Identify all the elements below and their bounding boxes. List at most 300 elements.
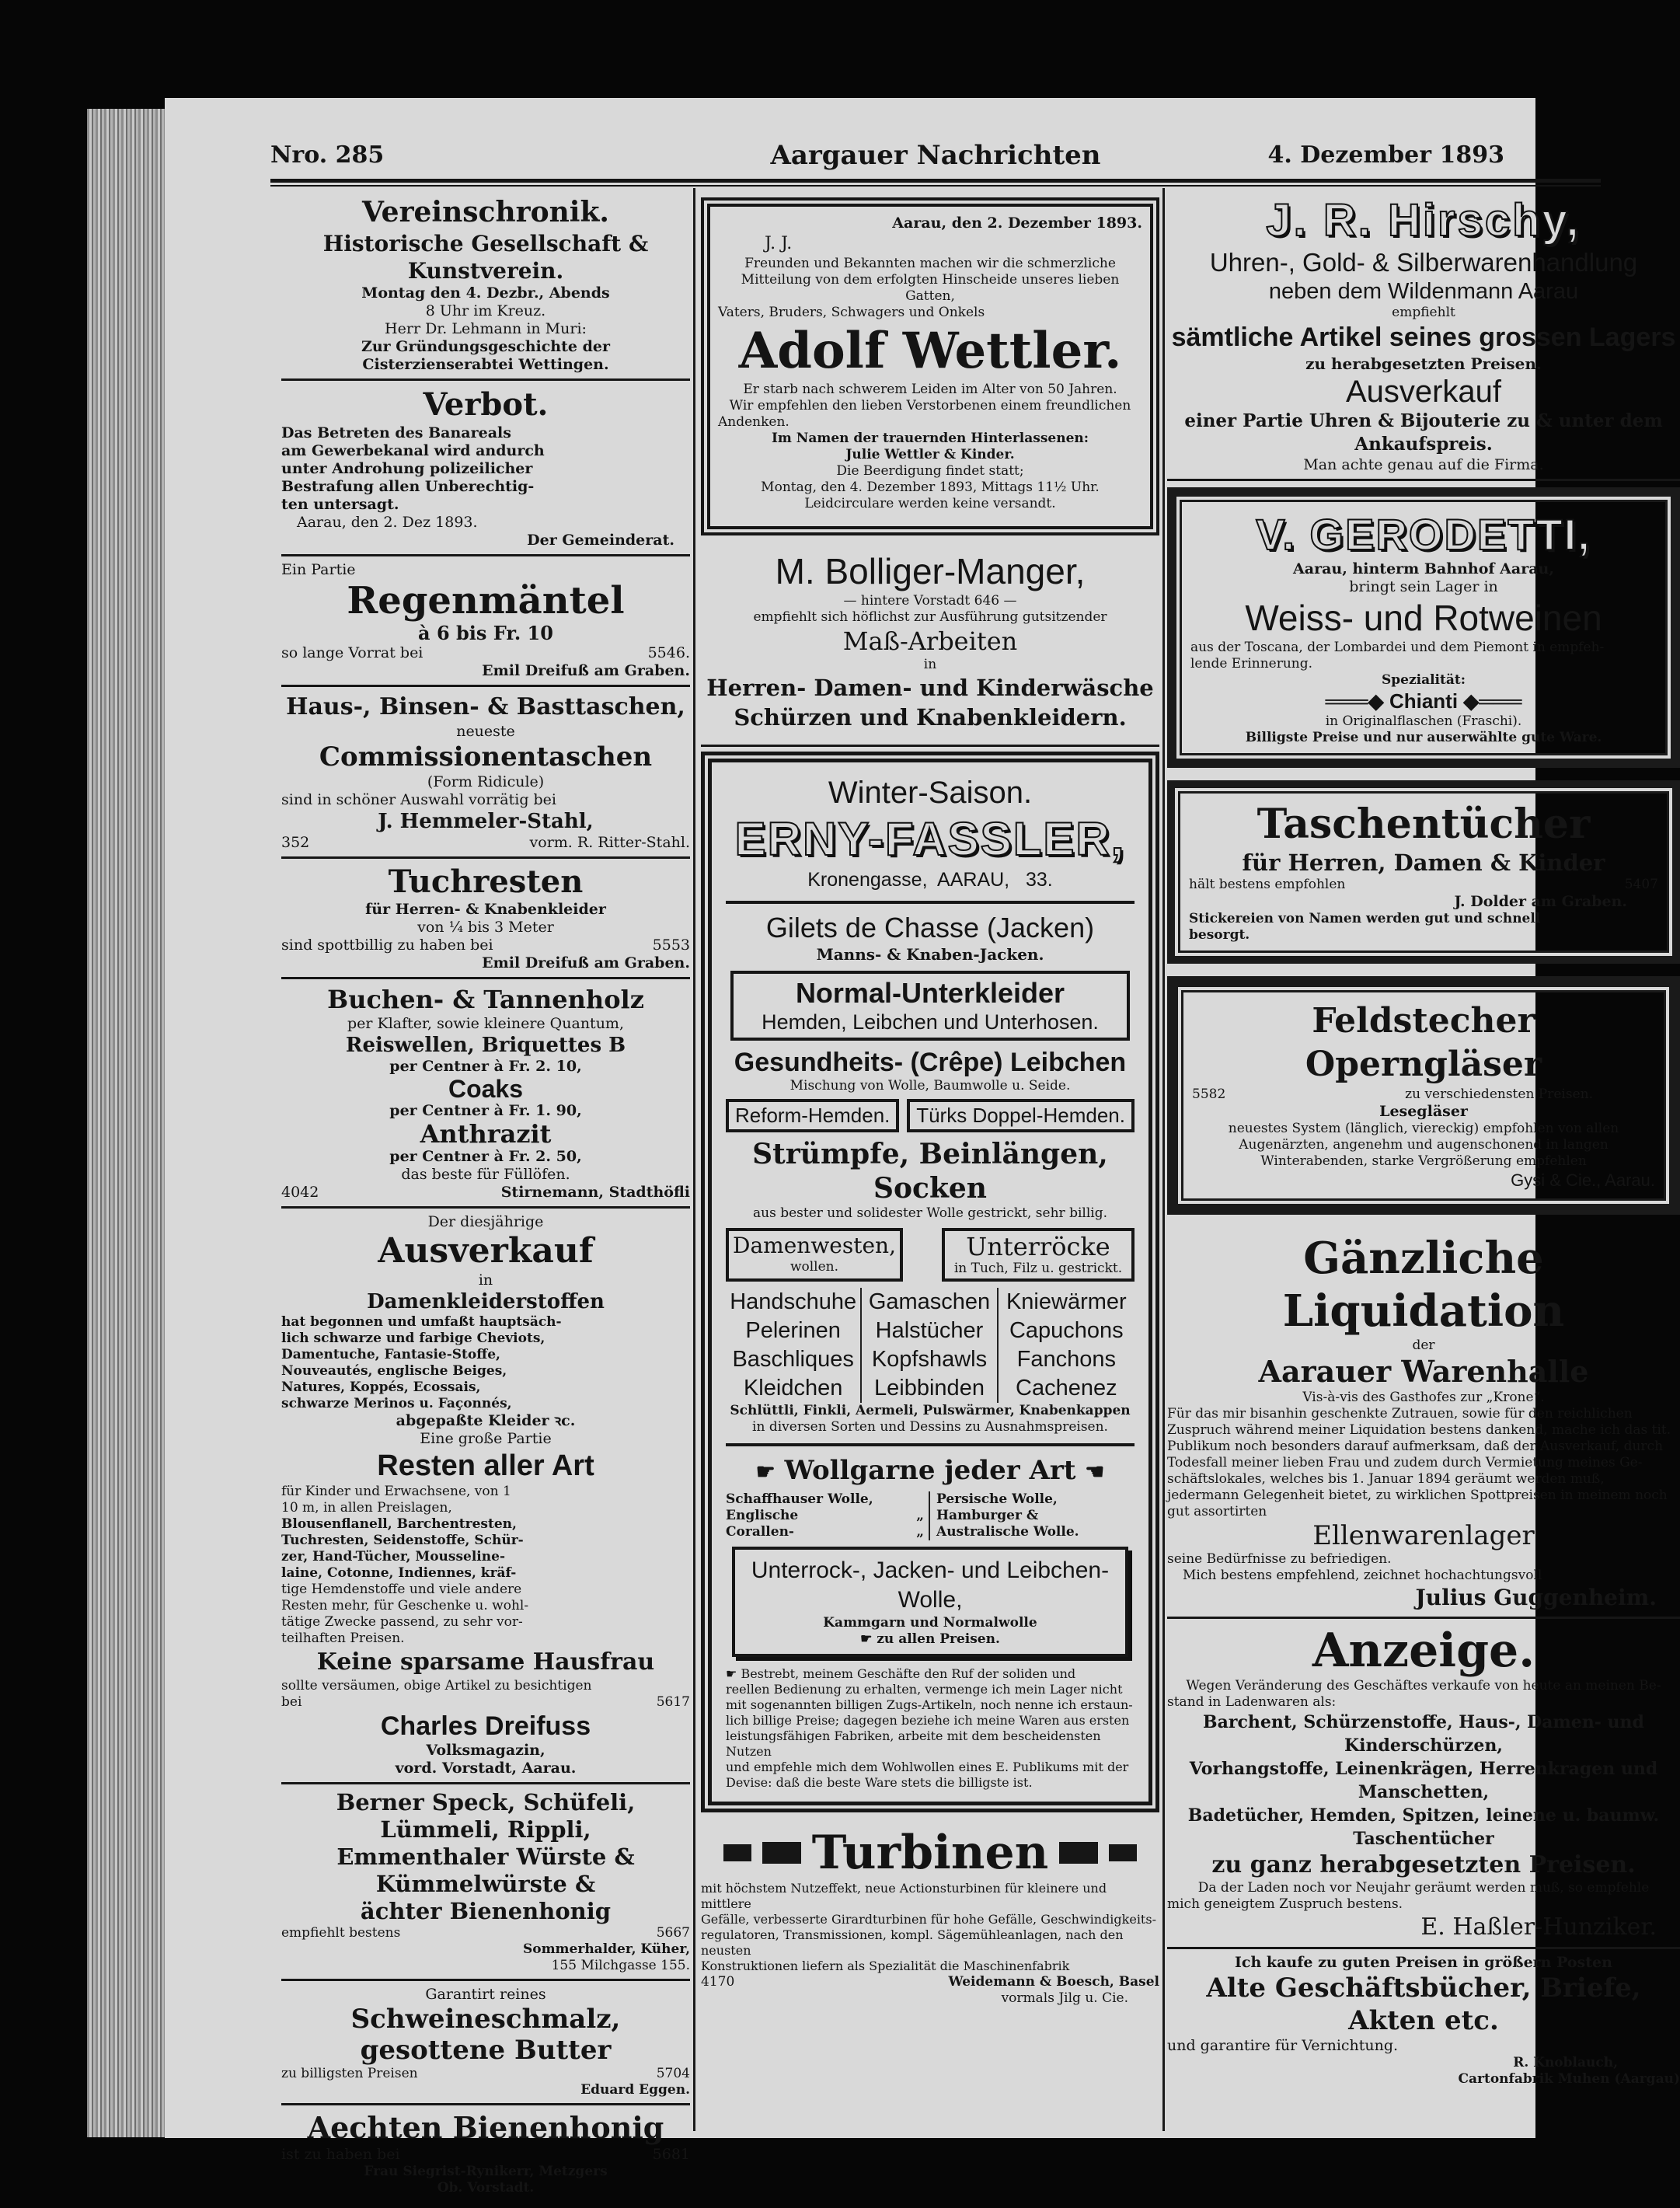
unterroecke-title: Unterröcke: [966, 1232, 1110, 1261]
regen-price: à 6 bis Fr. 10: [418, 622, 553, 644]
death-line: Wir empfehlen den lieben Verstorbenen einem freundlichen: [729, 398, 1131, 413]
tuerks-box: Türks Doppel-Hemden.: [907, 1099, 1135, 1132]
butter-seller: Eduard Eggen.: [580, 2082, 690, 2098]
column-right: [1167, 194, 1680, 2088]
resten-line: zer, Hand-Tücher, Mousseline-: [281, 1549, 505, 1564]
ditto-mark: „: [916, 1524, 924, 1540]
hirschy-line: zu herabgesetzten Preisen.: [1305, 354, 1542, 373]
turbinen-firm2: vormals Jilg u. Cie.: [1001, 1990, 1128, 2006]
hirschy-line: einer Partie Uhren & Bijouterie zu & unter dem Ankaufspreis.: [1184, 410, 1663, 455]
verein-sub: Historische Gesellschaft &: [322, 231, 649, 256]
kauf-title: Alte Geschäftsbücher, Briefe, Akten etc.: [1206, 1973, 1641, 2036]
damenwesten-title: Damenwesten,: [733, 1233, 896, 1258]
tuch-line: von ¼ bis 3 Meter: [417, 919, 554, 936]
rule: [281, 554, 690, 556]
feld-line: Lesegläser: [1379, 1103, 1468, 1120]
verbot-line: Das Betreten des Banareals: [281, 424, 511, 441]
liq-line: Zuspruch während meiner Liquidation bestens dankend, mache ich das tit.: [1167, 1422, 1671, 1438]
garant-line: Garantirt reines: [425, 1986, 546, 2003]
ad-taschen: [281, 692, 690, 852]
ad-number: 5582: [1192, 1087, 1226, 1102]
hirschy-title: J. R. Hirschy,: [1266, 195, 1581, 246]
ad-gerodetti: [1167, 487, 1680, 768]
liq-line: jedermann Gelegenheit bietet, zu wirklichen Spottpreisen in meinem noch: [1167, 1488, 1668, 1503]
grid-item: Kleidchen: [743, 1376, 843, 1400]
death-line: Mitteilung von dem erfolgten Hinscheide unseres lieben Gatten,: [741, 272, 1120, 304]
turbinen-line: mit höchstem Nutzeffekt, neue Actionsturbinen für kleinere und mittlere: [701, 1881, 1107, 1911]
bolliger-line: in: [923, 657, 937, 672]
verein-sub2: Kunstverein.: [407, 258, 564, 284]
grid-item: Baschliques: [732, 1347, 854, 1372]
verein-line: Zur Gründungsgeschichte der: [361, 338, 610, 355]
gero-wines: Weiss- und Rotweinen: [1245, 598, 1602, 638]
ad-anzeige: [1167, 1624, 1680, 1942]
liq-line: Publikum noch besonders darauf aufmerksam, daß der Ausverkauf, durch: [1167, 1439, 1664, 1454]
verbot-signature: Der Gemeinderat.: [527, 532, 674, 549]
grid-item: Fanchons: [1016, 1347, 1116, 1372]
pointing-hand-left-icon: ☚: [1085, 1459, 1105, 1484]
tasch-line: für Herren, Damen & Kinder: [1242, 849, 1605, 876]
ad-number: 5704: [656, 2066, 690, 2081]
hirschy-line: empfiehlt: [1392, 305, 1455, 320]
erny-address: Kronengasse,: [807, 869, 928, 891]
anz-line: Badetücher, Hemden, Spitzen, leinene u. baumw. Taschentücher: [1187, 1805, 1660, 1849]
tasch-line: besorgt.: [1189, 927, 1250, 943]
bolliger-line: — hintere Vorstadt 646 —: [843, 593, 1017, 609]
aus-line: Eine große Partie: [420, 1430, 552, 1447]
erny-city: AARAU,: [937, 869, 1010, 891]
newspaper-title: Aargauer Nachrichten: [770, 140, 1101, 171]
wool-item: Hamburger &: [936, 1508, 1039, 1523]
death-initials: J. J.: [765, 234, 793, 253]
grid-item: Cachenez: [1016, 1376, 1117, 1400]
buch-title: Buchen- & Tannenholz: [327, 985, 644, 1014]
damenwesten-sub: wollen.: [789, 1259, 839, 1275]
erny-housenr: 33.: [1025, 869, 1053, 891]
box-normal: [730, 971, 1130, 1041]
anz-line: stand in Ladenwaren als:: [1167, 1694, 1337, 1710]
winter-title: Winter-Saison.: [828, 776, 1033, 810]
honig-address: Ob. Vorstadt.: [437, 2180, 535, 2196]
kauf-firm: R. Knoblauch,: [1513, 2055, 1618, 2070]
struempfe-title: Strümpfe, Beinlängen, Socken: [752, 1138, 1108, 1205]
haus-sub: neueste: [456, 723, 515, 740]
hirschy-line: neben dem Wildenmann Aarau: [1268, 279, 1579, 304]
death-name: Adolf Wettler.: [738, 322, 1122, 380]
ad-schweineschmalz: [281, 1986, 690, 2098]
buch-line: per Klafter, sowie kleinere Quantum,: [347, 1015, 624, 1032]
berner-line: Emmenthaler Würste &: [336, 1843, 635, 1870]
wool-item: Schaffhauser Wolle,: [726, 1491, 873, 1507]
ornament-bar-icon: [1109, 1844, 1137, 1861]
tuch-line: sind spottbillig zu haben bei: [281, 937, 493, 954]
feld-line: neuestes System (länglich, viereckig) empfohlen von allen: [1228, 1121, 1619, 1136]
charles-line: Volksmagazin,: [426, 1742, 545, 1759]
spar-line: sollte versäumen, obige Artikel zu besichtigen: [281, 1678, 592, 1693]
verein-line: Montag den 4. Dezbr., Abends: [361, 284, 610, 302]
wool-item: Corallen-: [726, 1524, 794, 1540]
turbinen-line: regulatoren, Transmissionen, kompl. Sägemühleanlagen, nach den neusten: [701, 1927, 1124, 1958]
anz-line: Da der Laden noch vor Neujahr geräumt werden muß, so empfehle: [1197, 1880, 1650, 1896]
butter-line: zu billigsten Preisen: [281, 2066, 418, 2081]
verbot-line: Aarau, den 2. Dez 1893.: [297, 514, 478, 531]
wolle-box: [732, 1547, 1128, 1657]
death-line: Die Beerdigung findet statt;: [836, 463, 1024, 479]
liq-line: Todesfall meiner lieben Frau und zudem durch Vermietung meines Ge-: [1167, 1455, 1643, 1470]
ad-knoblauch: [1167, 1954, 1680, 2088]
ad-number: 5546.: [647, 644, 690, 661]
death-line: Andenken.: [718, 414, 789, 430]
ornament-icon: ═══◆: [1325, 689, 1389, 713]
unterrock-sub: Kammgarn und Normalwolle: [823, 1615, 1037, 1631]
verbot-line: am Gewerbekanal wird andurch: [281, 442, 545, 459]
reform-box: Reform-Hemden.: [726, 1099, 899, 1132]
komm-seller: J. Hemmeler-Stahl,: [378, 810, 594, 833]
death-line: Leidcirculare werden keine versandt.: [804, 496, 1056, 511]
hirschy-line: Uhren-, Gold- & Silberwarenhandlung: [1209, 248, 1638, 277]
wool-item: Australische Wolle.: [936, 1524, 1079, 1540]
rule: [281, 1979, 690, 1981]
ad-ausverkauf: [281, 1213, 690, 1777]
anthrazit-title: Anthrazit: [420, 1119, 552, 1149]
grid-item: Halstücher: [875, 1318, 984, 1343]
gero-line: bringt sein Lager in: [1349, 578, 1498, 595]
liq-line: Mich bestens empfehlend, zeichnet hochachtungsvoll: [1183, 1568, 1542, 1583]
ad-number: 4170: [701, 1974, 735, 1990]
newspaper-page: [165, 98, 1680, 2196]
komm-line: vorm. R. Ritter-Stahl.: [529, 834, 690, 851]
rule: [281, 977, 690, 979]
bolliger-line: Herren- Damen- und Kinderwäsche: [706, 675, 1154, 701]
ditto-mark: „: [916, 1508, 924, 1523]
grid-item: Leibbinden: [874, 1376, 985, 1400]
unterrock-price: zu allen Preisen.: [877, 1631, 1000, 1647]
normal-sub: Hemden, Leibchen und Unterhosen.: [762, 1010, 1099, 1034]
butter-title: gesottene Butter: [360, 2035, 612, 2066]
anz-line: mich geneigtem Zuspruch bestens.: [1167, 1896, 1403, 1912]
berner-line: Kümmelwürste &: [375, 1871, 596, 1897]
ad-berner-speck: [281, 1789, 690, 1974]
verbot-title: Verbot.: [423, 386, 549, 423]
bestreb-line: und empfehle mich dem Wohlwollen eines E. Publikums mit der: [726, 1760, 1129, 1774]
gero-line: Spezialität:: [1381, 672, 1466, 688]
anz-signature: E. Haßler-Hunziker.: [1420, 1913, 1657, 1941]
grid-item: Capuchons: [1009, 1318, 1124, 1343]
liq-line: seine Bedürfnisse zu befriedigen.: [1167, 1551, 1392, 1567]
ornament-icon: ◆═══: [1458, 689, 1522, 713]
regen-pre: Ein Partie: [281, 561, 356, 578]
komm-sub: (Form Ridicule): [427, 773, 545, 790]
rule: [281, 1782, 690, 1784]
berner-address: 155 Milchgasse 155.: [551, 1958, 690, 1973]
column-divider-1: [693, 188, 695, 2131]
turbinen-title: Turbinen: [811, 1826, 1049, 1880]
aus-line: schwarze Merinos u. Façonnés,: [281, 1396, 512, 1411]
turbinen-line: Konstruktionen liefern als Spezialität die Maschinenfabrik: [701, 1959, 1070, 1973]
aus-sub: Damenkleiderstoffen: [367, 1290, 605, 1313]
grid-item: Kopfshawls: [871, 1347, 988, 1372]
header-rule: [270, 179, 1601, 183]
resten-line: 10 m, in allen Preislagen,: [281, 1500, 452, 1516]
ad-number: 5617: [656, 1694, 690, 1710]
ad-verbot: [281, 385, 690, 549]
unterrock-title: Unterrock-, Jacken- und Leibchen-Wolle,: [751, 1557, 1110, 1613]
death-line: Vaters, Bruders, Schwagers und Onkels: [718, 305, 985, 320]
spar-line: bei: [281, 1694, 302, 1710]
ad-tuchresten: [281, 863, 690, 972]
spar-title: Keine sparsame Hausfrau: [316, 1648, 655, 1676]
anz-line: Wegen Veränderung des Geschäftes verkaufe von heute an meinen Be-: [1186, 1678, 1661, 1693]
ad-liquidation: [1167, 1232, 1680, 1612]
buch-seller: Stirnemann, Stadthöfli: [500, 1184, 690, 1201]
gero-title: V. GERODETTI,: [1256, 510, 1591, 559]
tuch-line: für Herren- & Knabenkleider: [365, 901, 606, 918]
berner-seller: Sommerhalder, Küher,: [522, 1941, 690, 1957]
feld-title: Feldstecher Operngläser: [1305, 1001, 1542, 1084]
feld-line: Augenärzten, angenehm und augenschonend in langen: [1239, 1137, 1609, 1153]
ad-feldstecher: [1167, 976, 1680, 1215]
buch-line: per Centner à Fr. 2. 50,: [389, 1148, 582, 1165]
ad-number: 5681: [652, 2146, 690, 2163]
column-divider-2: [1162, 188, 1165, 2131]
bestreb-line: mit sogenannten billigen Zugs-Artikeln, noch nenne ich erstaun-: [726, 1697, 1133, 1712]
berner-line: ächter Bienenhonig: [360, 1898, 612, 1924]
anz-line: Barchent, Schürzenstoffe, Haus-, Damen- und Kinderschürzen,: [1203, 1712, 1644, 1756]
unterroecke-box: [942, 1228, 1135, 1282]
buch-line: das beste für Füllöfen.: [401, 1166, 570, 1183]
tasch-seller: J. Dolder am Graben.: [1454, 893, 1627, 910]
liq-line: Vis-à-vis des Gasthofes zur „Krone“.: [1302, 1390, 1545, 1405]
grid-item: Handschuhe: [730, 1289, 857, 1314]
liq-title: Gänzliche Liquidation: [1282, 1233, 1565, 1337]
kauf-address: Cartonfabrik Muhen (Aargau): [1458, 2071, 1680, 2087]
column-middle: [701, 194, 1159, 2007]
pointing-hand-icon: ☛: [860, 1631, 877, 1647]
liq-ellenwaren: Ellenwarenlager: [1312, 1520, 1535, 1551]
rule: [701, 745, 1159, 747]
tasch-line: Stickereien von Namen werden gut und schnell: [1189, 911, 1541, 926]
anz-title: Anzeige.: [1312, 1624, 1535, 1678]
resten-line: teilhaften Preisen.: [281, 1631, 405, 1646]
liq-line: schäftslokales, welches bis 1. Januar 1894 geräumt werden muß,: [1167, 1471, 1605, 1487]
verein-line: 8 Uhr im Kreuz.: [425, 302, 546, 319]
rule: [281, 856, 690, 859]
tuch-seller: Emil Dreifuß am Graben.: [482, 954, 690, 971]
gero-line: in Originalflaschen (Fraschi).: [1325, 713, 1522, 729]
komm-line: sind in schöner Auswahl vorrätig bei: [281, 791, 557, 808]
resten-line: tige Hemdenstoffe und viele andere: [281, 1582, 522, 1597]
ad-taschentuecher: [1167, 780, 1680, 964]
kauf-line: Ich kaufe zu guten Preisen in größern Posten: [1235, 1954, 1612, 1971]
verein-title: Vereinschronik.: [362, 196, 609, 228]
aus-line: Natures, Koppés, Ecossais,: [281, 1380, 481, 1395]
honig-seller: Frau Siegrist-Rynikerr, Metzgers: [364, 2164, 608, 2179]
honig-title: Aechten Bienenhonig: [307, 2110, 664, 2145]
gesund-sub: Mischung von Wolle, Baumwolle u. Seide.: [789, 1078, 1071, 1094]
wool-item: Englische: [726, 1508, 799, 1523]
komm-title: Commissionentaschen: [319, 741, 653, 773]
liq-signature: Julius Guggenheim.: [1415, 1585, 1657, 1610]
feld-seller: Gysi & Cie., Aarau.: [1511, 1170, 1655, 1190]
erny-title: ERNY-FASSLER,: [734, 813, 1126, 865]
bestreb-line: leistungsfähigen Fabriken, arbeite mit dem bescheidensten Nutzen: [726, 1728, 1101, 1759]
tasch-line: hält bestens empfohlen: [1189, 877, 1346, 892]
regen-title: Regenmäntel: [347, 579, 625, 623]
ad-number: 5667: [656, 1925, 690, 1941]
tasch-title: Taschentücher: [1257, 801, 1591, 848]
pointing-hand-icon: ☛: [726, 1666, 741, 1681]
issue-date: 4. Dezember 1893: [1267, 141, 1504, 169]
berner-line: empfiehlt bestens: [281, 1925, 401, 1941]
bestreb-line: reellen Bedienung zu erhalten, vermenge ich mein Lager nicht: [726, 1682, 1123, 1697]
death-line: Im Namen der trauernden Hinterlassenen:: [771, 431, 1089, 446]
bestreb-line: Devise: daß die beste Ware stets die billigste ist.: [726, 1775, 1033, 1790]
gero-line: lende Erinnerung.: [1190, 656, 1313, 671]
article-grid: [726, 1288, 1135, 1403]
liq-line: der: [1412, 1338, 1435, 1353]
gero-chianti: Chianti: [1389, 689, 1459, 713]
grid-item: Kniewärmer: [1006, 1289, 1127, 1314]
berner-line: Berner Speck, Schüfeli,: [336, 1789, 636, 1816]
regen-seller: Emil Dreifuß am Graben.: [482, 662, 690, 679]
resten-line: tätige Zwecke passend, zu sehr vor-: [281, 1614, 523, 1630]
ad-regenmaentel: [281, 561, 690, 680]
gilets-title: Gilets de Chasse (Jacken): [765, 912, 1095, 944]
gero-line: Aarau, hinterm Bahnhof Aarau,: [1293, 560, 1554, 577]
rule: [1167, 1947, 1680, 1949]
turbinen-firm: Weidemann & Boesch, Basel: [948, 1974, 1159, 1990]
death-notice: [701, 197, 1159, 535]
schluettli-line: in diversen Sorten und Dessins zu Ausnahmspreisen.: [752, 1419, 1108, 1435]
death-date: Aarau, den 2. Dezember 1893.: [892, 215, 1142, 232]
schluettli-line: Schlüttli, Finkli, Aermeli, Pulswärmer, Knabenkappen: [730, 1403, 1131, 1418]
ad-hirschy: [1167, 194, 1680, 474]
gilets-sub: Manns- & Knaben-Jacken.: [816, 945, 1044, 964]
bolliger-title: M. Bolliger-Manger,: [775, 551, 1086, 591]
resten-line: Tuchresten, Seidenstoffe, Schür-: [281, 1533, 524, 1548]
ad-brennholz: [281, 984, 690, 1202]
ornament-bar-icon: [762, 1842, 801, 1864]
ornament-bar-icon: [723, 1844, 751, 1861]
schwein-title: Schweineschmalz,: [350, 2004, 621, 2035]
resten-line: für Kinder und Erwachsene, von 1: [281, 1484, 511, 1499]
kauf-line: und garantire für Vernichtung.: [1167, 2037, 1399, 2054]
verbot-line: ten untersagt.: [281, 496, 399, 513]
resten-line: laine, Cotonne, Indiennes, kräf-: [281, 1565, 517, 1581]
rule: [1167, 479, 1680, 481]
bestreb-line: Bestrebt, meinem Geschäfte den Ruf der soliden und: [741, 1666, 1076, 1681]
liq-firm: Aarauer Warenhalle: [1258, 1354, 1589, 1389]
liq-line: Für das mir bisanhin geschenkte Zutrauen, sowie für den reichlichen: [1167, 1406, 1633, 1421]
buch-line: Reiswellen, Briquettes B: [345, 1034, 626, 1057]
column-left: [281, 194, 690, 2196]
aus-line: hat begonnen und umfaßt hauptsäch-: [281, 1314, 562, 1330]
bolliger-line: Schürzen und Knabenkleidern.: [734, 704, 1127, 731]
ad-vereinschronik: [281, 194, 690, 374]
pointing-hand-right-icon: ☛: [755, 1459, 776, 1484]
ad-number: 352: [281, 834, 310, 851]
ad-number: 5407: [1624, 877, 1658, 892]
grid-item: Gamaschen: [868, 1289, 991, 1314]
feld-line: zu verschiedensten Preisen.: [1405, 1087, 1593, 1102]
charles-title: Charles Dreifuss: [380, 1711, 591, 1741]
verein-line: Herr Dr. Lehmann in Muri:: [385, 320, 587, 337]
aus-line: Damentuche, Fantasie-Stoffe,: [281, 1347, 500, 1362]
hirschy-ausverkauf: Ausverkauf: [1345, 375, 1502, 409]
charles-line: vord. Vorstadt, Aarau.: [395, 1760, 577, 1777]
death-line: Montag, den 4. Dezember 1893, Mittags 11½ Uhr.: [761, 480, 1100, 495]
damenwesten-box: [726, 1228, 903, 1282]
verbot-line: unter Androhung polizeilicher: [281, 460, 533, 477]
death-line: Er starb nach schwerem Leiden im Alter von 50 Jahren.: [743, 382, 1117, 397]
death-family: Julie Wettler & Kinder.: [845, 447, 1015, 462]
berner-line: Lümmeli, Rippli,: [380, 1816, 591, 1843]
aus-pre: Der diesjährige: [427, 1213, 544, 1230]
aus-title: Ausverkauf: [378, 1231, 594, 1271]
ad-turbinen: [701, 1825, 1159, 2007]
coaks-title: Coaks: [448, 1075, 524, 1103]
anz-line: zu ganz herabgesetzten Preisen.: [1211, 1851, 1636, 1878]
normal-title: Normal-Unterkleider: [795, 977, 1065, 1009]
aus-line: abgepaßte Kleider ꝛc.: [396, 1412, 576, 1429]
buch-line: per Centner à Fr. 2. 10,: [389, 1058, 582, 1075]
rule: [726, 901, 1135, 904]
rule: [726, 1443, 1135, 1446]
unterroecke-sub: in Tuch, Filz u. gestrickt.: [953, 1261, 1123, 1276]
rule: [281, 2103, 690, 2105]
book-page-edges: [87, 109, 173, 2137]
ad-bolliger: [701, 535, 1159, 740]
ornament-bar-icon: [1059, 1842, 1098, 1864]
ad-number: 4042: [281, 1184, 319, 1201]
resten-title: Resten aller Art: [377, 1449, 594, 1482]
rule: [281, 378, 690, 381]
aus-line: lich schwarze und farbige Cheviots,: [281, 1331, 545, 1346]
gero-line: Billigste Preise und nur auserwählte gute Ware.: [1245, 730, 1602, 745]
rule: [281, 685, 690, 687]
issue-number: Nro. 285: [270, 141, 385, 169]
hirschy-line: Man achte genau auf die Firma.: [1303, 456, 1544, 473]
resten-line: Resten mehr, für Geschenke u. wohl-: [281, 1598, 529, 1613]
resten-line: Blousenflanell, Barchentresten,: [281, 1516, 517, 1532]
struempfe-sub: aus bester und solidester Wolle gestrickt, sehr billig.: [752, 1205, 1107, 1221]
gesund-title: Gesundheits- (Crêpe) Leibchen: [734, 1048, 1127, 1077]
liq-line: gut assortirten: [1167, 1504, 1267, 1519]
bolliger-line: empfiehlt sich höflichst zur Ausführung gutsitzender: [753, 609, 1107, 625]
aus-line: Nouveautés, englische Beiges,: [281, 1363, 507, 1379]
death-line: Freunden und Bekannten machen wir die schmerzliche: [744, 256, 1116, 271]
hirschy-line: sämtliche Artikel seines grossen Lagers: [1171, 323, 1676, 352]
bolliger-line: Maß-Arbeiten: [842, 626, 1018, 656]
verein-line: Cisterzienserabtei Wettingen.: [362, 356, 609, 373]
gero-line: aus der Toscana, der Lombardei und dem Piemont in empfeh-: [1190, 640, 1605, 655]
rule: [281, 1206, 690, 1209]
header-rule-thin: [270, 185, 1601, 187]
ad-bienenhonig: [281, 2110, 690, 2196]
rule: [1167, 1617, 1680, 1619]
ad-number: 5553: [652, 937, 690, 954]
grid-item: Pelerinen: [745, 1318, 841, 1343]
honig-line: ist zu haben bei: [281, 2146, 400, 2163]
buch-line: per Centner à Fr. 1. 90,: [389, 1102, 582, 1119]
wool-item: Persische Wolle,: [936, 1491, 1058, 1507]
aus-in: in: [478, 1271, 493, 1289]
wollgarne-title: Wollgarne jeder Art: [784, 1455, 1076, 1486]
ad-erny-fassler: [701, 752, 1159, 1812]
regen-line: so lange Vorrat bei: [281, 644, 423, 661]
anz-line: Vorhangstoffe, Leinenkrägen, Herrenkragen und Manschetten,: [1189, 1759, 1658, 1802]
verbot-line: Bestrafung allen Unberechtig-: [281, 478, 535, 495]
